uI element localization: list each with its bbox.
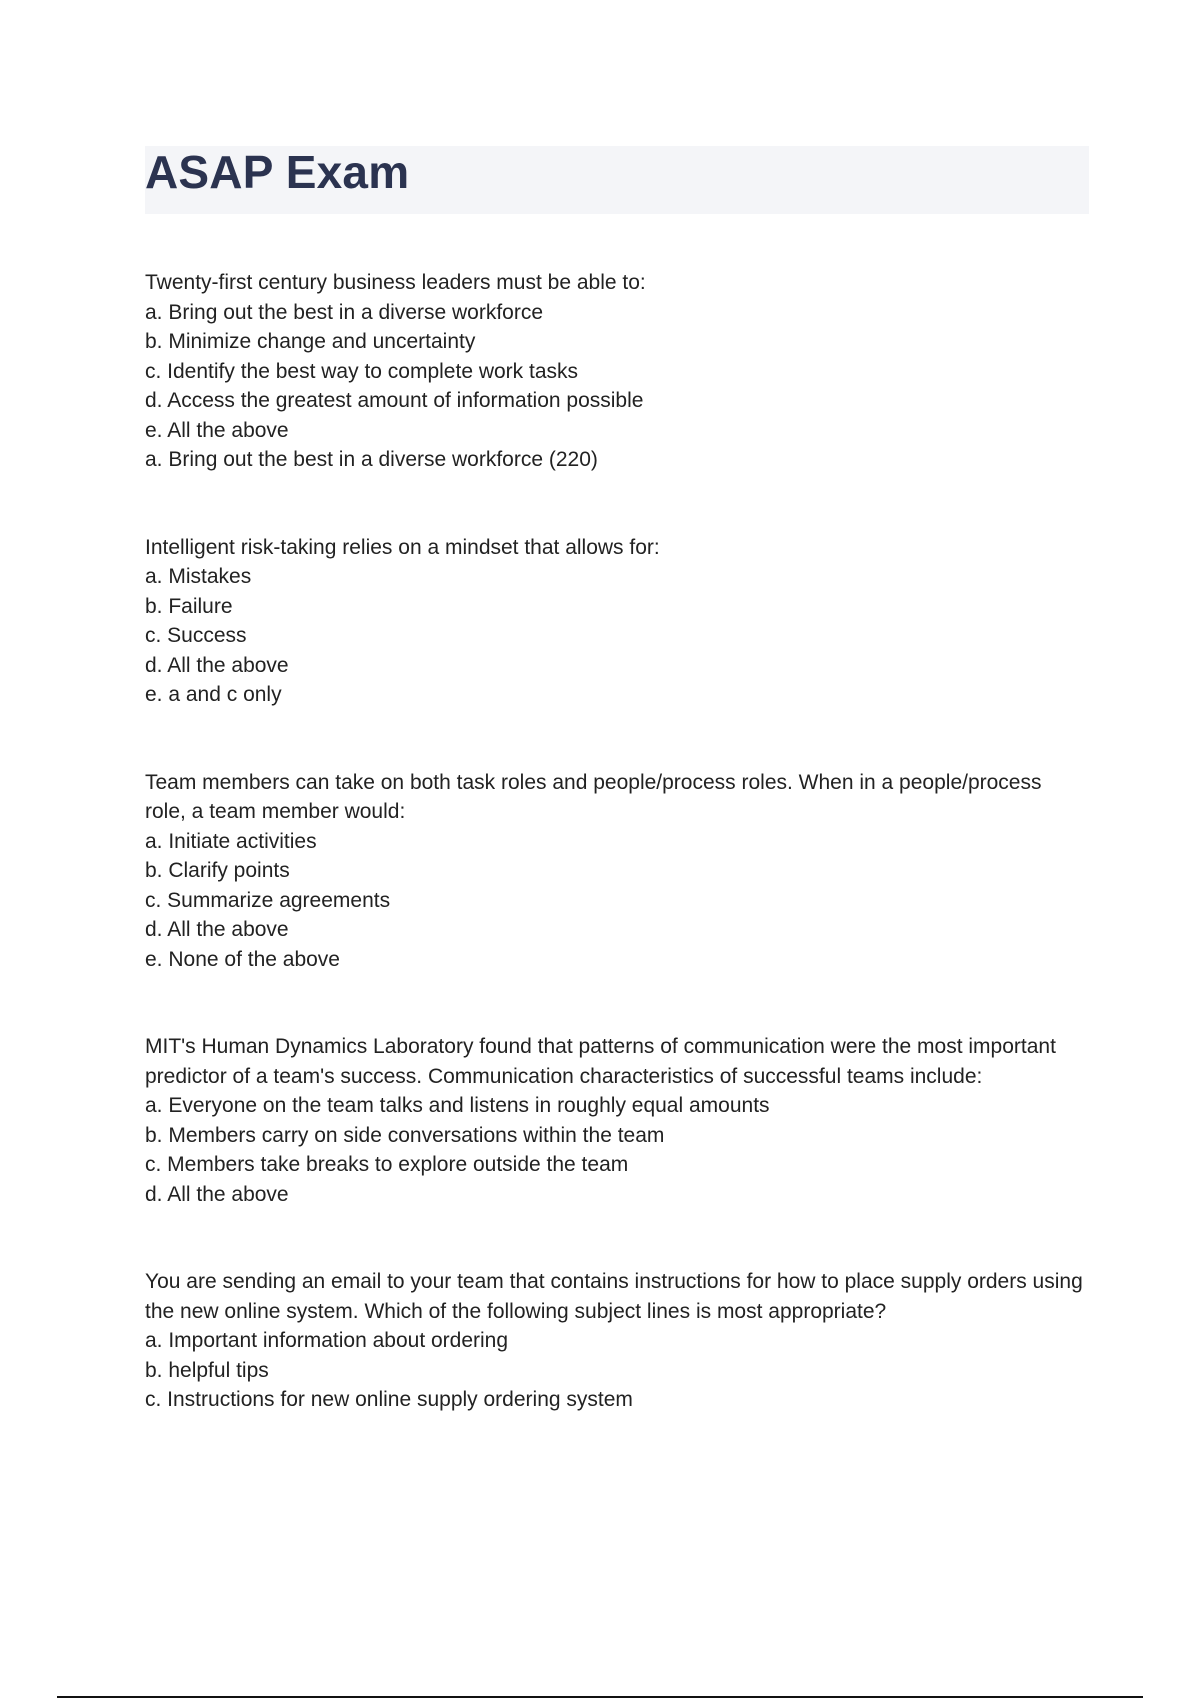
question-prompt: Twenty-first century business leaders must be able to: <box>145 271 646 294</box>
answer-option: c. Instructions for new online supply ordering system <box>145 1388 633 1411</box>
footer-divider <box>57 1696 1143 1698</box>
answer-option: d. All the above <box>145 1182 289 1206</box>
question-prompt: You are sending an email to your team that contains instructions for how to place supply orders using the new online system. Which of the following subject lines is most appropriate? <box>145 1270 1083 1323</box>
question-4 <box>145 1032 1085 1209</box>
answer-option: d. Access the greatest amount of information possible <box>145 389 644 412</box>
answer-option: a. Important information about ordering <box>145 1329 509 1352</box>
answer-option: a. Bring out the best in a diverse workforce <box>145 300 544 324</box>
question-1 <box>145 268 1085 475</box>
answer-option: a. Mistakes <box>145 565 252 588</box>
answer-option: d. All the above <box>145 653 289 677</box>
answer-option: b. Failure <box>145 594 233 618</box>
answer-option: b. Minimize change and uncertainty <box>145 330 476 353</box>
question-prompt: MIT's Human Dynamics Laboratory found that patterns of communication were the most important predictor of a team's success. Communication characteristics of successful teams include: <box>145 1035 1056 1088</box>
answer-option: a. Everyone on the team talks and listens in roughly equal amounts <box>145 1094 770 1117</box>
answer-option: e. a and c only <box>145 683 282 706</box>
answer-option: c. Members take breaks to explore outside the team <box>145 1153 629 1176</box>
answer-option: b. Members carry on side conversations within the team <box>145 1123 665 1147</box>
answer-option: c. Success <box>145 624 247 647</box>
answer-option: d. All the above <box>145 918 289 941</box>
question-list <box>145 268 1085 1473</box>
answer-option: e. All the above <box>145 418 289 442</box>
question-prompt: Team members can take on both task roles and people/process roles. When in a people/process role, a team member would: <box>145 770 1042 823</box>
question-5 <box>145 1267 1085 1415</box>
answer-option: b. helpful tips <box>145 1358 269 1382</box>
answer-option: c. Identify the best way to complete work tasks <box>145 359 579 383</box>
answer-option: c. Summarize agreements <box>145 888 391 912</box>
document-title: ASAP Exam <box>145 146 410 198</box>
answer-option: a. Initiate activities <box>145 829 317 853</box>
answer-option: b. Clarify points <box>145 859 290 882</box>
question-2 <box>145 533 1085 710</box>
question-prompt: Intelligent risk-taking relies on a mindset that allows for: <box>145 535 660 559</box>
answer-key: a. Bring out the best in a diverse workforce (220) <box>145 448 598 471</box>
question-3 <box>145 768 1085 975</box>
answer-option: e. None of the above <box>145 947 340 971</box>
